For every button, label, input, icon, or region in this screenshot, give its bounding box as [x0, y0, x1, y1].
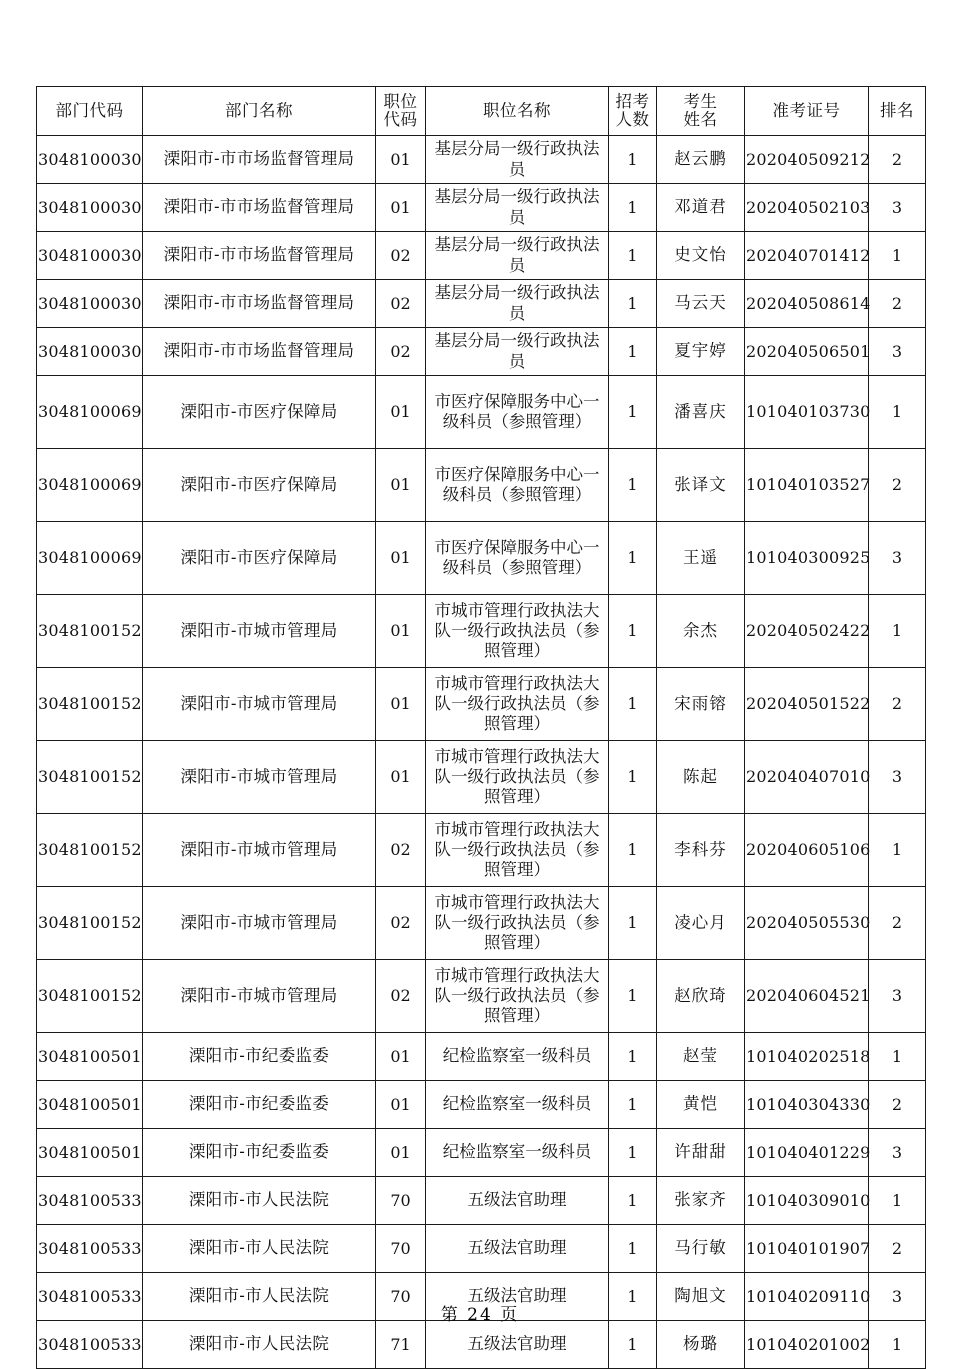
column-header-quota-line2: 人数	[615, 110, 650, 129]
cell-position-name: 五级法官助理	[426, 1225, 609, 1273]
cell-rank: 2	[869, 1225, 926, 1273]
table-header-row	[37, 87, 926, 136]
cell-position-code: 02	[376, 232, 426, 280]
cell-ticket-number: 202040506501	[745, 328, 869, 376]
cell-position-name: 基层分局一级行政执法员	[426, 136, 609, 184]
cell-position-code: 01	[376, 522, 426, 595]
cell-department-code: 3048100533	[37, 1225, 143, 1273]
cell-department-name: 溧阳市-市市场监督管理局	[143, 328, 376, 376]
cell-rank: 3	[869, 1129, 926, 1177]
cell-recruit-quota: 1	[609, 1177, 657, 1225]
cell-department-name: 溧阳市-市人民法院	[143, 1273, 376, 1321]
cell-candidate-name: 赵云鹏	[657, 136, 745, 184]
cell-department-name: 溧阳市-市城市管理局	[143, 595, 376, 668]
cell-candidate-name: 许甜甜	[657, 1129, 745, 1177]
results-table-container	[36, 86, 925, 1369]
cell-candidate-name: 马云天	[657, 280, 745, 328]
cell-position-name: 纪检监察室一级科员	[426, 1129, 609, 1177]
cell-recruit-quota: 1	[609, 1129, 657, 1177]
cell-rank: 1	[869, 376, 926, 449]
table-row	[37, 668, 926, 741]
cell-department-name: 溧阳市-市城市管理局	[143, 814, 376, 887]
cell-position-code: 70	[376, 1177, 426, 1225]
cell-recruit-quota: 1	[609, 184, 657, 232]
cell-recruit-quota: 1	[609, 1225, 657, 1273]
cell-department-code: 3048100030	[37, 136, 143, 184]
cell-candidate-name: 潘喜庆	[657, 376, 745, 449]
table-row	[37, 522, 926, 595]
cell-position-code: 02	[376, 280, 426, 328]
cell-rank: 3	[869, 741, 926, 814]
cell-ticket-number: 101040201002	[745, 1321, 869, 1369]
cell-candidate-name: 赵欣琦	[657, 960, 745, 1033]
column-header-rank: 排名	[869, 87, 926, 136]
cell-department-name: 溧阳市-市市场监督管理局	[143, 184, 376, 232]
cell-ticket-number: 202040501522	[745, 668, 869, 741]
cell-ticket-number: 101040103730	[745, 376, 869, 449]
cell-rank: 1	[869, 1321, 926, 1369]
cell-candidate-name: 张家齐	[657, 1177, 745, 1225]
column-header-position-code	[376, 87, 426, 136]
cell-position-code: 02	[376, 814, 426, 887]
cell-position-code: 01	[376, 136, 426, 184]
cell-department-code: 3048100152	[37, 960, 143, 1033]
table-row	[37, 280, 926, 328]
cell-department-name: 溧阳市-市城市管理局	[143, 887, 376, 960]
cell-position-code: 01	[376, 1081, 426, 1129]
table-row	[37, 1129, 926, 1177]
cell-position-name: 五级法官助理	[426, 1321, 609, 1369]
cell-recruit-quota: 1	[609, 595, 657, 668]
column-header-quota	[609, 87, 657, 136]
cell-recruit-quota: 1	[609, 741, 657, 814]
cell-recruit-quota: 1	[609, 136, 657, 184]
cell-rank: 1	[869, 814, 926, 887]
cell-rank: 1	[869, 595, 926, 668]
cell-department-name: 溧阳市-市市场监督管理局	[143, 280, 376, 328]
table-row	[37, 814, 926, 887]
cell-candidate-name: 余杰	[657, 595, 745, 668]
cell-position-code: 02	[376, 887, 426, 960]
cell-department-name: 溧阳市-市人民法院	[143, 1225, 376, 1273]
cell-recruit-quota: 1	[609, 887, 657, 960]
table-row	[37, 1081, 926, 1129]
table-row	[37, 741, 926, 814]
cell-candidate-name: 史文怡	[657, 232, 745, 280]
cell-recruit-quota: 1	[609, 280, 657, 328]
cell-rank: 1	[869, 1033, 926, 1081]
cell-position-code: 01	[376, 376, 426, 449]
cell-rank: 2	[869, 1081, 926, 1129]
column-header-candidate-name	[657, 87, 745, 136]
cell-department-code: 3048100152	[37, 595, 143, 668]
cell-ticket-number: 202040701412	[745, 232, 869, 280]
cell-recruit-quota: 1	[609, 1273, 657, 1321]
cell-ticket-number: 202040509212	[745, 136, 869, 184]
cell-position-name: 市医疗保障服务中心一级科员（参照管理）	[426, 449, 609, 522]
cell-position-code: 02	[376, 328, 426, 376]
cell-position-name: 市城市管理行政执法大队一级行政执法员（参照管理）	[426, 595, 609, 668]
cell-position-code: 70	[376, 1273, 426, 1321]
table-row	[37, 1225, 926, 1273]
cell-position-name: 基层分局一级行政执法员	[426, 328, 609, 376]
column-header-position-code-line2: 代码	[383, 110, 418, 129]
cell-department-code: 3048100030	[37, 328, 143, 376]
cell-position-code: 71	[376, 1321, 426, 1369]
cell-recruit-quota: 1	[609, 668, 657, 741]
cell-department-code: 3048100069	[37, 522, 143, 595]
cell-candidate-name: 马行敏	[657, 1225, 745, 1273]
cell-rank: 3	[869, 328, 926, 376]
cell-position-code: 01	[376, 1129, 426, 1177]
table-row	[37, 887, 926, 960]
cell-recruit-quota: 1	[609, 522, 657, 595]
cell-candidate-name: 杨璐	[657, 1321, 745, 1369]
cell-position-name: 市医疗保障服务中心一级科员（参照管理）	[426, 376, 609, 449]
table-header	[37, 87, 926, 136]
cell-department-name: 溧阳市-市市场监督管理局	[143, 136, 376, 184]
cell-candidate-name: 李科芬	[657, 814, 745, 887]
column-header-quota-line1: 招考	[615, 91, 650, 111]
table-row	[37, 1177, 926, 1225]
table-row	[37, 1321, 926, 1369]
cell-position-code: 01	[376, 184, 426, 232]
cell-department-code: 3048100030	[37, 232, 143, 280]
cell-ticket-number: 101040101907	[745, 1225, 869, 1273]
cell-ticket-number: 101040401229	[745, 1129, 869, 1177]
cell-candidate-name: 宋雨镕	[657, 668, 745, 741]
cell-position-name: 基层分局一级行政执法员	[426, 232, 609, 280]
cell-recruit-quota: 1	[609, 376, 657, 449]
cell-department-code: 3048100152	[37, 814, 143, 887]
cell-candidate-name: 黄恺	[657, 1081, 745, 1129]
cell-ticket-number: 202040502103	[745, 184, 869, 232]
cell-position-name: 市城市管理行政执法大队一级行政执法员（参照管理）	[426, 814, 609, 887]
cell-department-name: 溧阳市-市市场监督管理局	[143, 232, 376, 280]
cell-ticket-number: 101040209110	[745, 1273, 869, 1321]
cell-department-name: 溧阳市-市城市管理局	[143, 741, 376, 814]
cell-department-name: 溧阳市-市医疗保障局	[143, 522, 376, 595]
table-row	[37, 1033, 926, 1081]
page-footer: 第 24 页	[440, 1305, 520, 1325]
cell-recruit-quota: 1	[609, 1033, 657, 1081]
column-header-candidate-line2: 姓名	[683, 110, 718, 129]
cell-candidate-name: 赵莹	[657, 1033, 745, 1081]
table-row	[37, 136, 926, 184]
cell-rank: 3	[869, 522, 926, 595]
cell-rank: 2	[869, 280, 926, 328]
cell-department-code: 3048100030	[37, 184, 143, 232]
cell-ticket-number: 101040304330	[745, 1081, 869, 1129]
cell-department-name: 溧阳市-市纪委监委	[143, 1081, 376, 1129]
table-row	[37, 376, 926, 449]
column-header-dept-name: 部门名称	[143, 87, 376, 136]
cell-department-name: 溧阳市-市城市管理局	[143, 960, 376, 1033]
cell-recruit-quota: 1	[609, 232, 657, 280]
cell-position-name: 市医疗保障服务中心一级科员（参照管理）	[426, 522, 609, 595]
table-row	[37, 232, 926, 280]
cell-rank: 1	[869, 232, 926, 280]
cell-department-name: 溧阳市-市医疗保障局	[143, 449, 376, 522]
cell-position-name: 纪检监察室一级科员	[426, 1081, 609, 1129]
cell-candidate-name: 夏宇婷	[657, 328, 745, 376]
cell-rank: 3	[869, 1273, 926, 1321]
cell-department-code: 3048100533	[37, 1273, 143, 1321]
table-row	[37, 184, 926, 232]
cell-candidate-name: 邓道君	[657, 184, 745, 232]
cell-ticket-number: 202040505530	[745, 887, 869, 960]
cell-department-code: 3048100152	[37, 741, 143, 814]
cell-ticket-number: 202040502422	[745, 595, 869, 668]
cell-department-code: 3048100501	[37, 1129, 143, 1177]
cell-department-code: 3048100152	[37, 887, 143, 960]
cell-recruit-quota: 1	[609, 449, 657, 522]
cell-position-name: 市城市管理行政执法大队一级行政执法员（参照管理）	[426, 741, 609, 814]
cell-department-code: 3048100152	[37, 668, 143, 741]
cell-department-code: 3048100069	[37, 449, 143, 522]
cell-position-code: 02	[376, 960, 426, 1033]
cell-department-name: 溧阳市-市城市管理局	[143, 668, 376, 741]
cell-department-code: 3048100069	[37, 376, 143, 449]
cell-position-code: 01	[376, 741, 426, 814]
cell-position-name: 纪检监察室一级科员	[426, 1033, 609, 1081]
cell-rank: 3	[869, 184, 926, 232]
cell-position-name: 基层分局一级行政执法员	[426, 280, 609, 328]
cell-ticket-number: 101040309010	[745, 1177, 869, 1225]
cell-position-code: 01	[376, 1033, 426, 1081]
cell-rank: 2	[869, 449, 926, 522]
cell-recruit-quota: 1	[609, 960, 657, 1033]
column-header-ticket-number: 准考证号	[745, 87, 869, 136]
cell-ticket-number: 202040605106	[745, 814, 869, 887]
cell-position-name: 市城市管理行政执法大队一级行政执法员（参照管理）	[426, 668, 609, 741]
cell-recruit-quota: 1	[609, 328, 657, 376]
cell-rank: 3	[869, 960, 926, 1033]
table-body	[37, 136, 926, 1369]
column-header-position-code-line1: 职位	[383, 91, 418, 111]
cell-position-code: 01	[376, 595, 426, 668]
cell-position-code: 70	[376, 1225, 426, 1273]
column-header-candidate-line1: 考生	[683, 91, 718, 111]
exam-results-table	[36, 86, 926, 1369]
cell-rank: 2	[869, 668, 926, 741]
cell-candidate-name: 凌心月	[657, 887, 745, 960]
cell-candidate-name: 陈起	[657, 741, 745, 814]
table-row	[37, 960, 926, 1033]
cell-rank: 1	[869, 1177, 926, 1225]
cell-recruit-quota: 1	[609, 814, 657, 887]
cell-department-code: 3048100533	[37, 1177, 143, 1225]
cell-position-name: 五级法官助理	[426, 1273, 609, 1321]
cell-candidate-name: 陶旭文	[657, 1273, 745, 1321]
cell-department-name: 溧阳市-市纪委监委	[143, 1129, 376, 1177]
table-row	[37, 449, 926, 522]
column-header-dept-code: 部门代码	[37, 87, 143, 136]
cell-department-name: 溧阳市-市人民法院	[143, 1321, 376, 1369]
cell-candidate-name: 王遥	[657, 522, 745, 595]
cell-position-name: 市城市管理行政执法大队一级行政执法员（参照管理）	[426, 960, 609, 1033]
table-row	[37, 595, 926, 668]
cell-position-code: 01	[376, 449, 426, 522]
cell-department-code: 3048100501	[37, 1081, 143, 1129]
cell-department-code: 3048100030	[37, 280, 143, 328]
cell-ticket-number: 101040300925	[745, 522, 869, 595]
column-header-position-name: 职位名称	[426, 87, 609, 136]
cell-recruit-quota: 1	[609, 1081, 657, 1129]
cell-rank: 2	[869, 887, 926, 960]
cell-ticket-number: 202040508614	[745, 280, 869, 328]
cell-ticket-number: 202040604521	[745, 960, 869, 1033]
cell-ticket-number: 101040103527	[745, 449, 869, 522]
table-row	[37, 328, 926, 376]
cell-position-name: 市城市管理行政执法大队一级行政执法员（参照管理）	[426, 887, 609, 960]
cell-position-name: 基层分局一级行政执法员	[426, 184, 609, 232]
cell-position-code: 01	[376, 668, 426, 741]
cell-department-name: 溧阳市-市医疗保障局	[143, 376, 376, 449]
cell-department-name: 溧阳市-市纪委监委	[143, 1033, 376, 1081]
cell-department-code: 3048100501	[37, 1033, 143, 1081]
cell-department-code: 3048100533	[37, 1321, 143, 1369]
cell-recruit-quota: 1	[609, 1321, 657, 1369]
cell-ticket-number: 101040202518	[745, 1033, 869, 1081]
cell-ticket-number: 202040407010	[745, 741, 869, 814]
cell-rank: 2	[869, 136, 926, 184]
cell-position-name: 五级法官助理	[426, 1177, 609, 1225]
cell-candidate-name: 张译文	[657, 449, 745, 522]
cell-department-name: 溧阳市-市人民法院	[143, 1177, 376, 1225]
